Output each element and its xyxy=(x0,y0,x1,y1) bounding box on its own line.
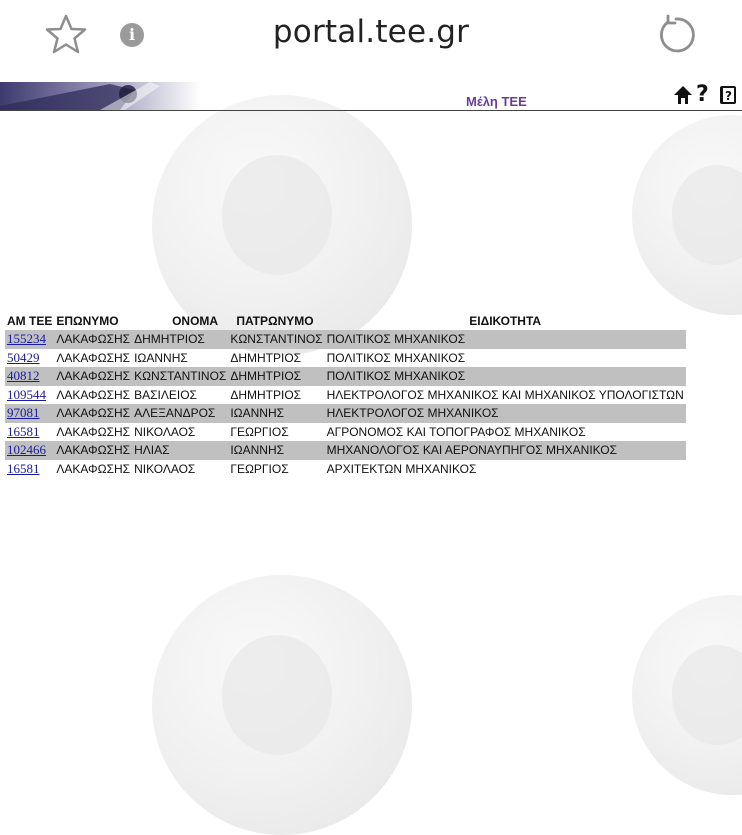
watermark-globe xyxy=(152,575,412,835)
page-header xyxy=(0,82,742,112)
cell-onoma: ΒΑΣΙΛΕΙΟΣ xyxy=(134,387,197,402)
svg-text:?: ? xyxy=(725,89,732,103)
cell-onoma: ΔΗΜΗΤΡΙΟΣ xyxy=(132,330,228,349)
cell-patronymo: ΔΗΜΗΤΡΙΟΣ xyxy=(228,367,324,386)
cell-patronymo: ΙΩΑΝΝΗΣ xyxy=(228,441,324,460)
cell-eponymo: ΛΑΚΑΦΩΣΗΣ xyxy=(54,367,132,386)
member-id-link[interactable]: 109544 xyxy=(7,386,46,402)
cell-eponymo: ΛΑΚΑΦΩΣΗΣ xyxy=(56,461,131,476)
column-header-onoma: ΟΝΟΜΑ xyxy=(172,314,219,328)
cell-onoma: ΗΛΙΑΣ xyxy=(132,441,228,460)
cell-onoma: ΚΩΝΣΤΑΝΤΙΝΟΣ xyxy=(132,367,228,386)
member-id-link[interactable]: 155234 xyxy=(7,331,46,347)
members-table xyxy=(5,312,686,478)
cell-eidikotita: ΗΛΕΚΤΡΟΛΟΓΟΣ ΜΗΧΑΝΙΚΟΣ xyxy=(325,404,686,423)
reload-icon[interactable] xyxy=(654,13,698,57)
cell-eidikotita: ΑΓΡΟΝΟΜΟΣ ΚΑΙ ΤΟΠΟΓΡΑΦΟΣ ΜΗΧΑΝΙΚΟΣ xyxy=(326,424,586,439)
help-icon[interactable]: ? xyxy=(696,82,709,107)
table-row xyxy=(5,460,686,479)
cell-eponymo: ΛΑΚΑΦΩΣΗΣ xyxy=(54,330,132,349)
table-row xyxy=(5,330,686,349)
cell-patronymo: ΚΩΝΣΤΑΝΤΙΝΟΣ xyxy=(228,330,324,349)
cell-eponymo: ΛΑΚΑΦΩΣΗΣ xyxy=(54,404,132,423)
table-row xyxy=(5,441,686,460)
table-header-row xyxy=(5,312,686,330)
cell-onoma: ΝΙΚΟΛΑΟΣ xyxy=(134,424,196,439)
cell-eidikotita: ΗΛΕΚΤΡΟΛΟΓΟΣ ΜΗΧΑΝΙΚΟΣ ΚΑΙ ΜΗΧΑΝΙΚΟΣ ΥΠΟΛΟΓΙΣΤΩΝ xyxy=(326,387,684,402)
cell-eponymo: ΛΑΚΑΦΩΣΗΣ xyxy=(56,387,131,402)
cell-eponymo: ΛΑΚΑΦΩΣΗΣ xyxy=(56,424,131,439)
info-icon[interactable]: i xyxy=(120,23,144,47)
cell-onoma: ΝΙΚΟΛΑΟΣ xyxy=(134,461,196,476)
cell-patronymo: ΓΕΩΡΓΙΟΣ xyxy=(230,424,289,439)
table-row xyxy=(5,404,686,423)
cell-eidikotita: ΠΟΛΙΤΙΚΟΣ ΜΗΧΑΝΙΚΟΣ xyxy=(325,330,686,349)
book-icon[interactable] xyxy=(719,85,737,105)
header-banner-graphic xyxy=(0,82,200,110)
cell-eponymo: ΛΑΚΑΦΩΣΗΣ xyxy=(56,350,131,365)
cell-patronymo: ΓΕΩΡΓΙΟΣ xyxy=(230,461,289,476)
member-id-link[interactable]: 16581 xyxy=(7,460,40,476)
header-divider xyxy=(0,110,742,111)
address-bar-url[interactable]: portal.tee.gr xyxy=(272,14,470,50)
cell-onoma: ΑΛΕΞΑΝΔΡΟΣ xyxy=(132,404,228,423)
watermark-globe xyxy=(632,115,742,315)
home-icon[interactable] xyxy=(673,85,693,105)
cell-eidikotita: ΠΟΛΙΤΙΚΟΣ ΜΗΧΑΝΙΚΟΣ xyxy=(326,350,466,365)
watermark-globe xyxy=(632,595,742,795)
cell-onoma: ΙΩΑΝΝΗΣ xyxy=(134,350,188,365)
table-row xyxy=(5,423,686,442)
member-id-link[interactable]: 97081 xyxy=(7,405,40,421)
browser-toolbar xyxy=(0,0,742,80)
cell-patronymo: ΔΗΜΗΤΡΙΟΣ xyxy=(230,387,302,402)
column-header-patronymo: ΠΑΤΡΩΝΥΜΟ xyxy=(236,314,314,328)
member-id-link[interactable]: 50429 xyxy=(7,349,40,365)
column-header-am: ΑΜ ΤΕΕ xyxy=(7,314,53,328)
page-title: Μέλη ΤΕΕ xyxy=(466,94,527,109)
table-row xyxy=(5,367,686,386)
cell-eidikotita: ΜΗΧΑΝΟΛΟΓΟΣ ΚΑΙ ΑΕΡΟΝΑΥΠΗΓΟΣ ΜΗΧΑΝΙΚΟΣ xyxy=(325,441,686,460)
member-id-link[interactable]: 16581 xyxy=(7,423,40,439)
cell-patronymo: ΔΗΜΗΤΡΙΟΣ xyxy=(230,350,302,365)
table-row xyxy=(5,386,686,405)
cell-eidikotita: ΑΡΧΙΤΕΚΤΩΝ ΜΗΧΑΝΙΚΟΣ xyxy=(326,461,477,476)
member-id-link[interactable]: 40812 xyxy=(7,368,40,384)
cell-eidikotita: ΠΟΛΙΤΙΚΟΣ ΜΗΧΑΝΙΚΟΣ xyxy=(325,367,686,386)
column-header-eidikotita: ΕΙΔΙΚΟΤΗΤΑ xyxy=(469,314,542,328)
table-row xyxy=(5,349,686,368)
member-id-link[interactable]: 102466 xyxy=(7,442,46,458)
cell-patronymo: ΙΩΑΝΝΗΣ xyxy=(228,404,324,423)
cell-eponymo: ΛΑΚΑΦΩΣΗΣ xyxy=(54,441,132,460)
column-header-eponymo: ΕΠΩΝΥΜΟ xyxy=(56,314,119,328)
